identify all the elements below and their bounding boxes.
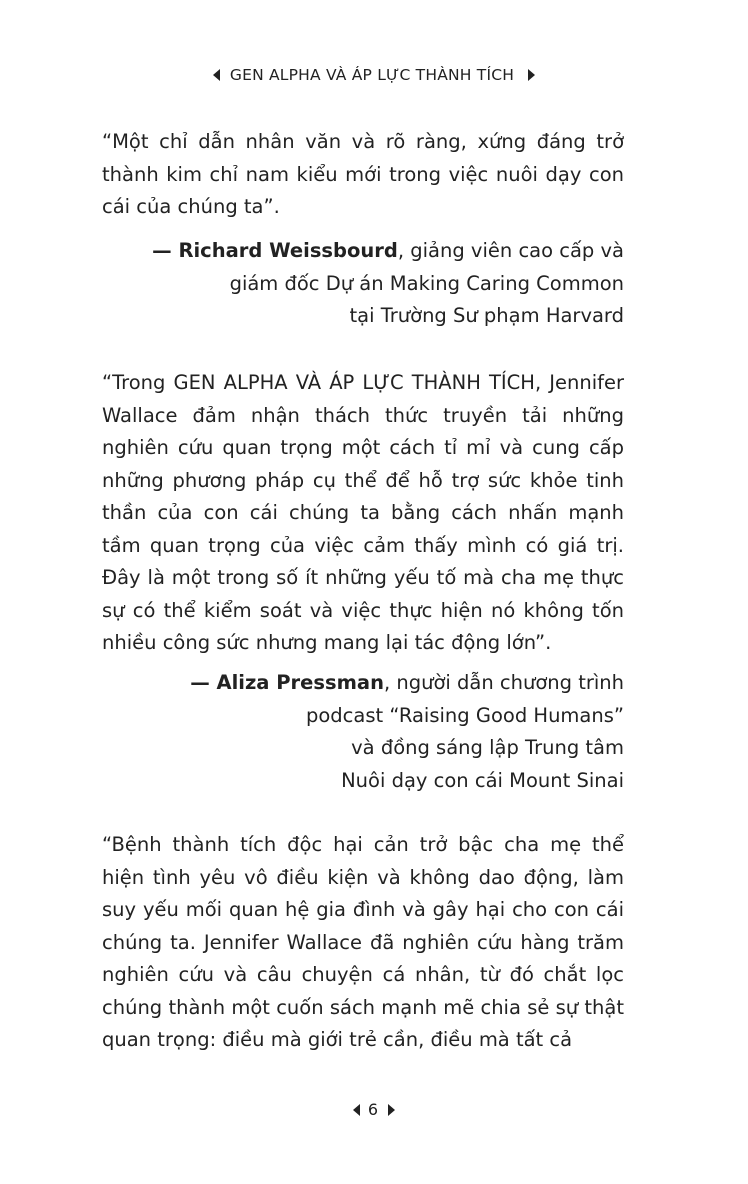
attribution-line: podcast “Raising Good Humans” <box>306 703 624 727</box>
running-header <box>0 66 748 84</box>
page-number: 6 <box>367 1100 379 1119</box>
attribution-line: Nuôi dạy con cái Mount Sinai <box>341 768 624 792</box>
attribution-line: và đồng sáng lập Trung tâm <box>351 736 624 759</box>
testimonial-attribution-1 <box>104 235 624 333</box>
author-name: — Richard Weissbourd <box>152 239 398 262</box>
attribution-line: giám đốc Dự án Making Caring Common <box>229 271 624 295</box>
testimonial-quote-3: “Bệnh thành tích độc hại cản trở bậc cha mẹ thể hiện tình yêu vô điều kiện và không dao động, làm suy yếu mối quan hệ gia đình và gây hại cho con cái chúng ta. Jennifer Wallace đã nghiên cứu hàng trăm nghiên cứu và câu chuyện cá nhân, từ đó chắt lọc chúng thành một cuốn sách mạnh mẽ chia sẻ sự thật quan trọng: điều mà giới trẻ cần, điều mà tất cả <box>102 833 624 1051</box>
triangle-right-icon <box>388 1104 395 1116</box>
testimonial-quote-2: “Trong GEN ALPHA VÀ ÁP LỰC THÀNH TÍCH, Jennifer Wallace đảm nhận thách thức truyền tải những nghiên cứu quan trọng một cách tỉ mỉ và cung cấp những phương pháp cụ thể để hỗ trợ sức khỏe tinh thần của con cái chúng ta bằng cách nhấn mạnh tầm quan trọng của việc cảm thấy mình có giá trị. Đây là một trong số ít những yếu tố mà cha mẹ thực sự có thể kiểm soát và việc thực hiện nó không tốn nhiều công sức nhưng mang lại tác động lớn”. <box>102 371 624 654</box>
triangle-right-icon <box>528 69 535 81</box>
attribution-line: tại Trường Sư phạm Harvard <box>349 304 624 327</box>
triangle-left-icon <box>213 69 220 81</box>
attribution-line: — Aliza Pressman, người dẫn chương trình <box>190 671 624 694</box>
testimonial-quote-1: “Một chỉ dẫn nhân văn và rõ ràng, xứng đáng trở thành kim chỉ nam kiểu mới trong việc nuôi dạy con cái của chúng ta”. <box>102 130 624 218</box>
author-name: — Aliza Pressman <box>190 671 384 694</box>
triangle-left-icon <box>353 1104 360 1116</box>
page-footer <box>0 1100 748 1119</box>
book-title: GEN ALPHA VÀ ÁP LỰC THÀNH TÍCH <box>229 66 515 84</box>
attribution-line: — Richard Weissbourd, giảng viên cao cấp và <box>152 239 624 262</box>
testimonial-attribution-2 <box>104 667 624 797</box>
